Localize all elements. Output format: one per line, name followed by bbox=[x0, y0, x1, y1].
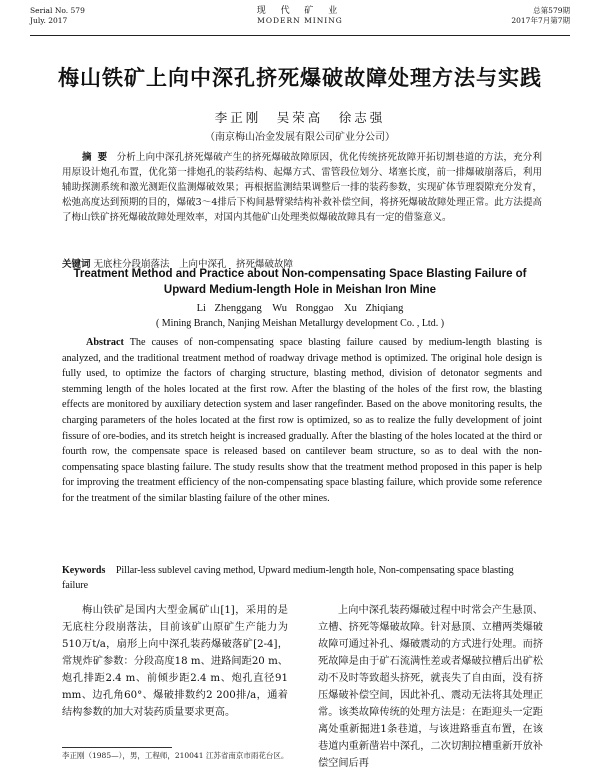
journal-name-en: MODERN MINING bbox=[257, 16, 343, 25]
abstract-en-label: Abstract bbox=[86, 337, 124, 348]
keywords-cn-text: 无底柱分段崩落法 上向中深孔 挤死爆破故障 bbox=[93, 259, 294, 270]
abstract-cn-text: 分析上向中深孔挤死爆破产生的挤死爆破故障原因，优化传统挤死故障开拓切割巷道的方法，充分利用原设计炮孔布置，优化第一排炮孔的装药结构、起爆方式、雷管段位划分、堵塞长度，前一排爆破崩落后，利用辅助探测系统和激光测距仪监测爆破效果；再根据监测结果调整后一排的装药参数，实现矿体节理裂隙充分发育，松弛高度达到预期的目的，爆破3～4排后下构间悬臂梁结构补救补偿空间，将挤死爆破故障处理正常。此方法提高了梅山铁矿挤死爆破故障处理效率，对国内其他矿山处理类似爆破故障具有一定的借鉴意义。 bbox=[62, 152, 542, 223]
abstract-cn bbox=[62, 150, 542, 225]
issue-date-cn: 2017年7月第7期 bbox=[511, 16, 570, 25]
keywords-en-label: Keywords bbox=[62, 565, 106, 576]
issue-date-en: July. 2017 bbox=[30, 16, 68, 25]
footnote-rule bbox=[62, 747, 172, 748]
total-issue: 总第579期 bbox=[533, 6, 570, 15]
keywords-en bbox=[62, 563, 542, 593]
keywords-cn-label: 关键词 bbox=[62, 259, 91, 270]
serial-number: Serial No. 579 bbox=[30, 6, 85, 15]
journal-name-cn: 现 代 矿 业 bbox=[256, 6, 344, 16]
header-center bbox=[30, 6, 570, 26]
keywords-en-text: Pillar-less sublevel caving method, Upward medium-length hole, Non-compensating space blasting failure bbox=[62, 565, 514, 591]
affiliation-en: ( Mining Branch, Nanjing Meishan Metallurgy development Co. , Ltd. ) bbox=[155, 318, 445, 329]
authors-en: Li Zhenggang Wu Ronggao Xu Zhiqiang bbox=[196, 303, 404, 314]
abstract-en bbox=[62, 335, 542, 507]
title-en-line1: Treatment Method and Practice about Non-compensating Space Blasting Failure of bbox=[73, 268, 527, 280]
header-right bbox=[511, 6, 570, 26]
abstract-cn-label: 摘要 bbox=[82, 152, 114, 163]
abstract-en-text: The causes of non-compensating space blasting failure caused by medium-length blasting is analyzed, and the traditional treatment method of roadway drivage method is optimized. The original hole design is fully used, to optimize the factors of charging structure, blasting method, division of detonator segments and stemming length of the holes located at the first row. After the blasting of the holes of the first row, the blasting effects are monitored by auxiliary detection system and laser rangefinder. Based on the above monitoring results, the charging parameters of the holes located at the first row is optimized, so as to realize the fully development of joint fissure of ore-bodies, and its stretch height is increased gradually. After the blasting of the holes located at the third or fourth row, the compensate space is released based on cantilever beam structure, so as to deal with the non-compensating space blasting failure. The study results show that the treatment method proposed in this paper is help for improving the treatment efficiency of the non-compensating space blasting failure, which provide some reference for the treatment of the similar blasting failure of the other mines. bbox=[62, 337, 542, 504]
body-column-right: 上向中深孔装药爆破过程中时常会产生悬顶、立槽、挤死等爆破故障。针对悬顶、立槽两类爆破故障可通过补孔、爆破震动的方式进行处理。而挤死故障是由于矿石流满性差或者爆破拉槽后出矿松动不及时等致超头挤死，就丧失了自由面，没有挤压爆破补偿空间，因此补孔、震动无法将其处理正常。该类故障传统的处理方法是：在距迎头一定距离处重新掘进1条巷道，与该进路垂直布置，在该巷道内重新凿岩中深孔，二次切割拉槽重新开放补偿空间后再 bbox=[318, 605, 543, 769]
authors-cn: 李正刚 吴荣高 徐志强 bbox=[214, 110, 386, 125]
article-title-en bbox=[40, 266, 560, 298]
article-title-cn: 梅山铁矿上向中深孔挤死爆破故障处理方法与实践 bbox=[58, 66, 542, 90]
header-rule bbox=[30, 35, 570, 36]
body-column-left: 梅山铁矿是国内大型金属矿山[1]，采用的是无底柱分段崩落法，目前该矿山原矿生产能力为510万t/a，扇形上向中深孔装药爆破落矿[2-4]，常规炸矿参数：分段高度18 m、进路间距20 m、炮孔排距2.4 m、前倾步距2.4 m、炮孔直径91 mm、边孔角60°、爆破排数约2 200排/a，通着结构参数的加大对装药质量要求更高。 bbox=[62, 605, 288, 718]
author-footnote: 李正刚（1985—），男，工程师，210041 江苏省南京市雨花台区。 bbox=[62, 751, 289, 760]
title-en-line2: Upward Medium-length Hole in Meishan Iron Mine bbox=[163, 284, 437, 296]
affiliation-cn: （南京梅山冶金发展有限公司矿业分公司） bbox=[205, 132, 395, 143]
